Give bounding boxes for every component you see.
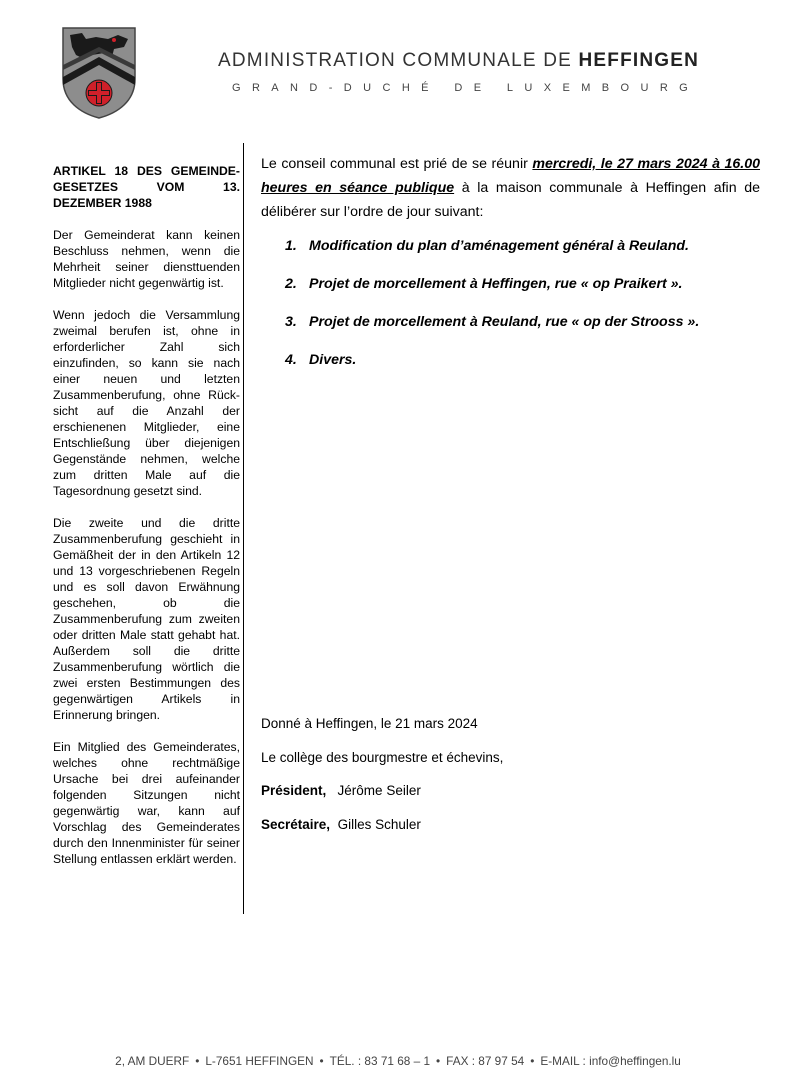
column-divider: [243, 143, 244, 914]
convocation-intro: [261, 152, 760, 224]
agenda-item-text: Projet de morcellement à Heffingen, rue « op Praikert ».: [309, 276, 683, 292]
agenda-item-number: 3.: [285, 314, 297, 330]
separator-dot: •: [436, 1054, 441, 1068]
signature-block: [261, 714, 503, 848]
president-name: Jérôme Seiler: [337, 783, 421, 798]
issue-date: Donné à Heffingen, le 21 mars 2024: [261, 716, 478, 731]
organization-name: HEFFINGEN: [578, 50, 700, 71]
footer-fax: FAX : 87 97 54: [446, 1054, 525, 1068]
intro-before: Le conseil communal est prié de se réunir: [261, 156, 533, 172]
president-line: [261, 781, 503, 801]
footer-address: 2, AM DUERF: [115, 1054, 190, 1068]
agenda-item-text: Modification du plan d’aménagement général à Reuland.: [309, 238, 689, 254]
footer-phone: TÉL. : 83 71 68 – 1: [329, 1054, 431, 1068]
page-footer: [0, 1054, 796, 1068]
coat-of-arms-icon: [62, 27, 136, 119]
agenda-item-number: 1.: [285, 238, 297, 254]
meeting-datetime: mercredi, le 27 mars 2024 à 16.00 heures en séance publique: [261, 156, 761, 196]
intro-after: à la maison communale à Heffingen afin de délibérer sur l’ordre de jour suivant:: [261, 180, 760, 220]
article-paragraph-1: Der Gemeinderat kann keinen Beschluss nehmen, wenn die Mehrheit seiner diensttuenden Mitglieder nicht gegenwärtig ist.: [53, 228, 240, 290]
agenda-item-text: Projet de morcellement à Reuland, rue « op der Strooss ».: [309, 314, 700, 330]
college-line: Le collège des bourgmestre et échevins,: [261, 749, 504, 765]
agenda-list: [261, 234, 760, 372]
agenda-item-text: Divers.: [309, 352, 357, 368]
separator-dot: •: [195, 1054, 200, 1068]
president-label: Président,: [261, 783, 327, 798]
secretary-line: [261, 815, 503, 835]
agenda-item: [285, 348, 760, 372]
separator-dot: •: [319, 1054, 324, 1068]
article-paragraph-2: Wenn jedoch die Versammlung zweimal berufen ist, ohne in erforderlicher Zahl sich einzufinden, so kann sie nach einer neuen und letzten Zusammenberufung, ohne Rück-sicht auf die Anzahl der erschienenen Mitglieder, eine Entschließung über diejenigen Gegenstände nehmen, welche zum dritten Male auf die Tagesordnung gesetzt sind.: [53, 308, 240, 498]
legal-article-column: [53, 163, 240, 883]
secretary-name: Gilles Schuler: [337, 816, 421, 832]
footer-email: E-MAIL : info@heffingen.lu: [540, 1054, 681, 1068]
article-paragraph-3: Die zweite und die dritte Zusammenberufung geschieht in Gemäßheit der in den Artikeln 12 und 13 vorgeschriebenen Regeln und es soll davon Erwähnung geschehen, ob die Zusammenberufung zum zweiten oder dritten Male statt gehabt hat. Außerdem soll die dritte Zusammenberufung wörtlich die zwei ersten Bestimmungen des gegenwärtigen Artikels in Erinnerung bringen.: [53, 516, 240, 722]
footer-postal: L-7651 HEFFINGEN: [205, 1054, 314, 1068]
agenda-item: [285, 310, 760, 334]
secretary-label: Secrétaire,: [261, 816, 331, 832]
article-paragraph-4: Ein Mitglied des Gemeinderates, welches ohne rechtmäßige Ursache bei drei aufeinander folgenden Sitzungen nicht gegenwärtig war, kann auf Vorschlag des Gemeinderates durch den Innenminister für seiner Stellung entlassen erklärt werden.: [53, 740, 240, 866]
separator-dot: •: [530, 1054, 535, 1068]
agenda-item: [285, 234, 760, 258]
article-heading: ARTIKEL 18 DES GEMEINDE-GESETZES VOM 13. DEZEMBER 1988: [53, 164, 240, 210]
organization-title-prefix: ADMINISTRATION COMMUNALE DE: [218, 50, 579, 71]
agenda-item-number: 2.: [285, 276, 297, 292]
convocation-column: [261, 152, 760, 386]
agenda-item: [285, 272, 760, 296]
agenda-item-number: 4.: [285, 352, 297, 368]
organization-title: [218, 50, 699, 72]
organization-subtitle: GRAND-DUCHÉ DE LUXEMBOURG: [232, 82, 700, 94]
